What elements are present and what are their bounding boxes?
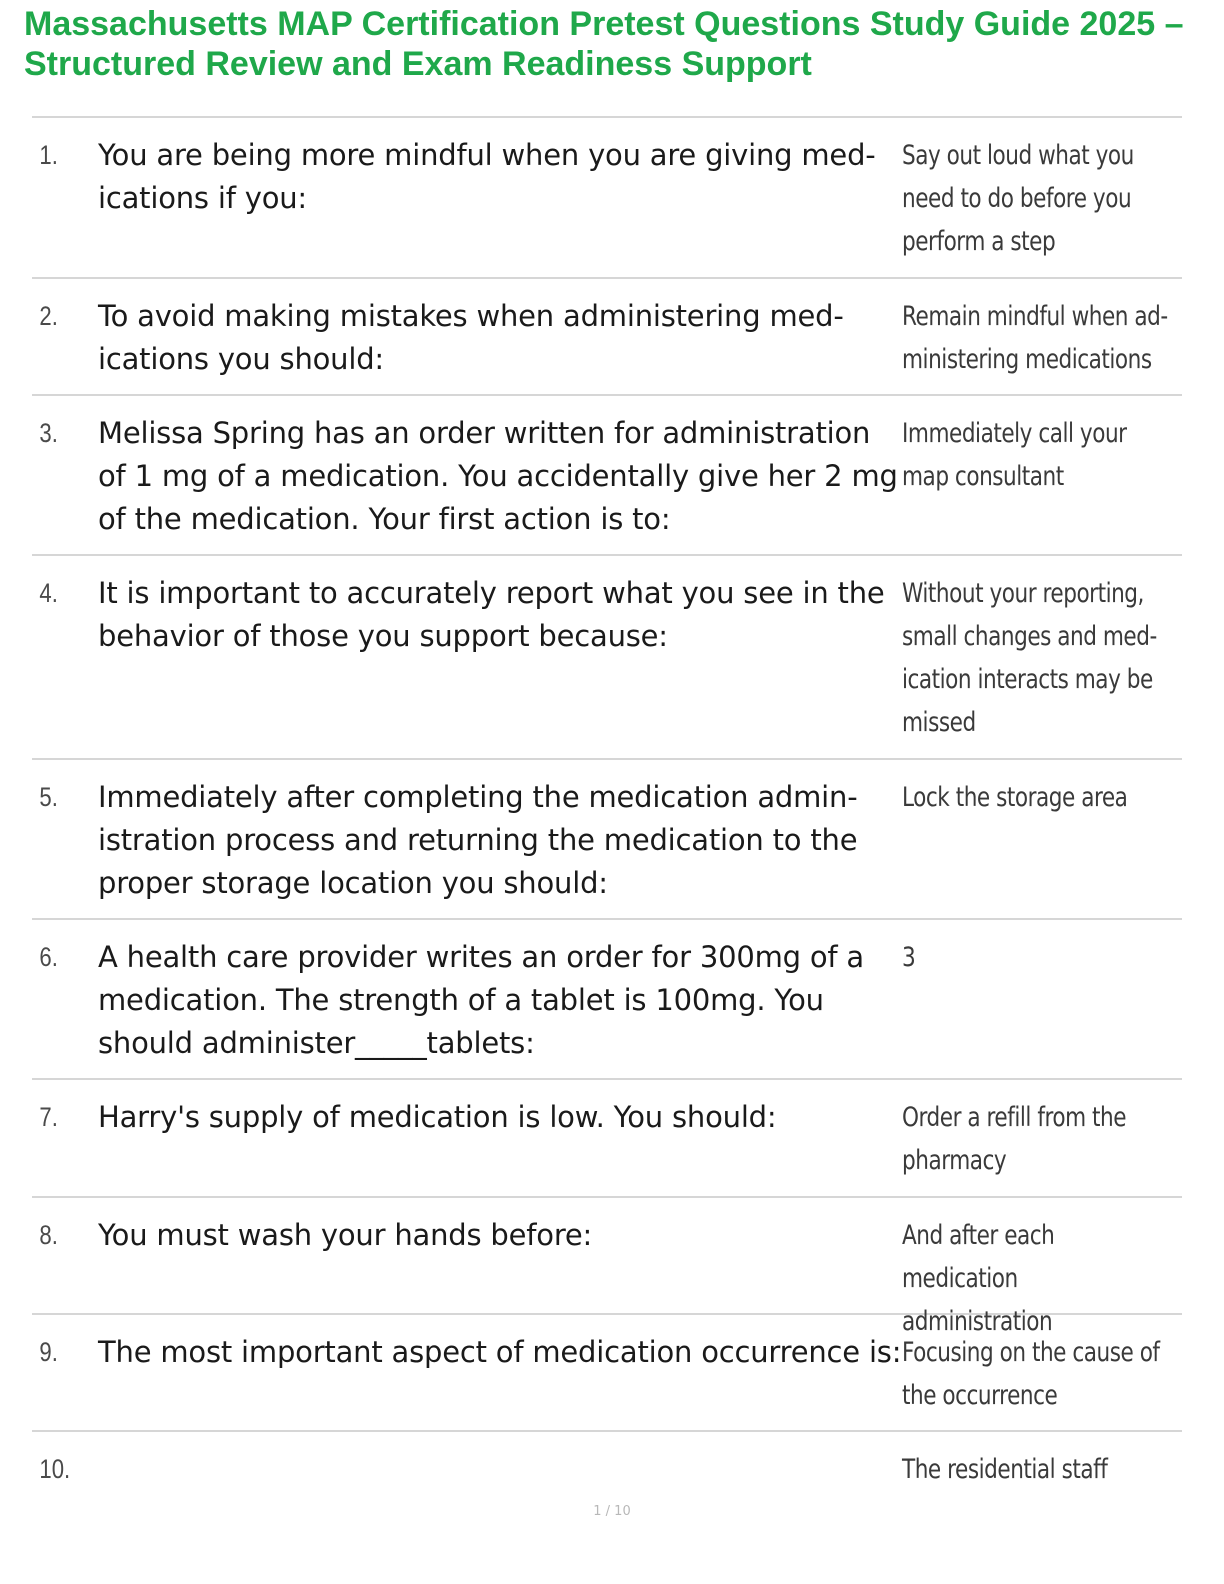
answer-text [902, 412, 1182, 498]
document-title: Massachusetts MAP Certification Pretest Questions Study Guide 2025 – Structured Review and Exam Readiness Support [24, 5, 1184, 83]
page-indicator: 1 / 10 [593, 1504, 631, 1519]
answer-label: Remain mindful when ad-ministering medications [902, 301, 1168, 375]
question-number: 9. [39, 1337, 58, 1367]
answer-label: Focusing on the cause of the occurrence [902, 1337, 1160, 1411]
answer-label: Order a refill from the pharmacy [902, 1102, 1127, 1176]
qa-row [32, 556, 1182, 760]
question-text: The most important aspect of medication occurrence is: [98, 1335, 902, 1369]
answer-label: Lock the storage area [902, 782, 1128, 813]
answer-text [902, 776, 1182, 819]
answer-label: The residential staff [902, 1454, 1108, 1485]
question-text: You must wash your hands before: [98, 1218, 593, 1252]
qa-row [32, 1080, 1182, 1198]
question-answer-table [32, 116, 1182, 1502]
qa-row [32, 396, 1182, 556]
question-text: To avoid making mistakes when administering med-ications you should: [98, 299, 844, 376]
question-number: 6. [39, 942, 58, 972]
answer-label: 3 [902, 942, 916, 973]
answer-text [902, 1448, 1182, 1491]
question-number: 2. [39, 301, 58, 331]
question-number: 1. [39, 140, 58, 170]
question-number: 3. [39, 418, 58, 448]
answer-text [902, 572, 1182, 744]
question-number: 10. [39, 1454, 71, 1484]
qa-row [32, 1315, 1182, 1432]
question-text: Melissa Spring has an order written for administration of 1 mg of a medication. You accidentally give her 2 mg of the medication. Your first action is to: [98, 416, 898, 536]
question-number: 4. [39, 578, 58, 608]
answer-label: Immediately call your map consultant [902, 418, 1127, 492]
qa-row [32, 118, 1182, 279]
question-text: It is important to accurately report what you see in the behavior of those you support because: [98, 576, 885, 653]
qa-row [32, 760, 1182, 920]
qa-row [32, 920, 1182, 1080]
answer-text [902, 1214, 1182, 1343]
question-text: You are being more mindful when you are giving med-ications if you: [98, 138, 876, 215]
qa-row [32, 1432, 1182, 1502]
question-number: 7. [39, 1102, 58, 1132]
question-text: Harry's supply of medication is low. You should: [98, 1100, 777, 1134]
question-text: A health care provider writes an order for 300mg of a medication. The strength of a tablet is 100mg. You should administer_____tablets: [98, 940, 864, 1060]
answer-text [902, 936, 1182, 979]
answer-text [902, 295, 1182, 381]
answer-text [902, 1331, 1182, 1417]
question-text: Immediately after completing the medication admin-istration process and returning the medication to the proper storage location you should: [98, 780, 858, 900]
answer-label: Without your reporting, small changes and med-ication interacts may be missed [902, 578, 1157, 738]
question-number: 5. [39, 782, 58, 812]
answer-text [902, 1096, 1182, 1182]
answer-label: Say out loud what you need to do before you perform a step [902, 140, 1134, 257]
answer-label: And after each medication administration [902, 1220, 1055, 1337]
answer-text [902, 134, 1182, 263]
qa-row [32, 1198, 1182, 1337]
qa-row [32, 279, 1182, 396]
question-number: 8. [39, 1220, 58, 1250]
